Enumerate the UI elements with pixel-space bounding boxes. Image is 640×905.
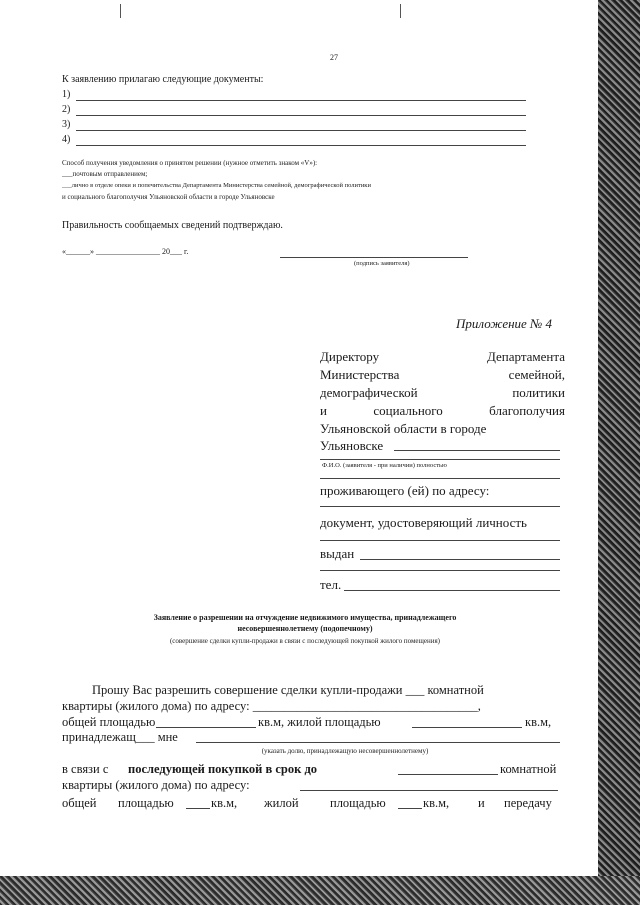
addressee-line-2	[320, 368, 565, 381]
new-address-field	[300, 790, 558, 791]
body-p1-line4: принадлежащ___ мне	[62, 730, 178, 744]
addressee-line-1	[320, 350, 565, 363]
attachment-line-1	[76, 100, 526, 101]
addressee-line-3	[320, 386, 565, 399]
punch-mark-right	[400, 4, 401, 18]
addressee-social: социального	[373, 403, 443, 418]
appendix-title: Приложение № 4	[456, 316, 553, 331]
addressee-and: и	[320, 403, 327, 418]
attachment-item-1: 1)	[62, 89, 71, 100]
attachment-item-4: 4)	[62, 134, 71, 145]
attachment-line-2	[76, 115, 526, 116]
residing-label: проживающего (ей) по адресу:	[320, 483, 490, 498]
addressee-region: Ульяновской области в городе	[320, 421, 487, 436]
attachment-line-4	[76, 145, 526, 146]
new-total-area-field	[186, 808, 210, 809]
total-area-field	[156, 727, 256, 728]
share-caption: (указать долю, принадлежащую несовершеннолетнему)	[261, 747, 429, 755]
attachment-line-3	[76, 130, 526, 131]
body-p2-line1-c: комнатной	[500, 762, 557, 776]
new-living-area-field	[398, 808, 422, 809]
statement-subtitle: (совершение сделки купли-продажи в связи с последующей покупкой жилого помещения)	[169, 637, 441, 645]
method-option-mail: ___почтовым отправлением;	[62, 170, 148, 178]
deadline-field	[398, 774, 498, 775]
address-line-1	[320, 506, 560, 507]
method-title: Способ получения уведомления о принятом решении (нужное отметить знаком «V»):	[62, 159, 318, 167]
phone-line	[344, 590, 560, 591]
issued-line	[360, 559, 560, 560]
signature-line	[280, 257, 468, 258]
share-field	[196, 742, 560, 743]
addressee-department: Департамента	[486, 349, 565, 364]
scan-shadow-bottom	[0, 876, 640, 905]
body-p2-line3-h: передачу	[504, 796, 552, 810]
body-p2-line3-a: общей	[62, 796, 97, 810]
body-p2-line1-a: в связи с	[62, 762, 109, 776]
phone-label: тел.	[320, 577, 342, 592]
body-p2-line2: квартиры (жилого дома) по адресу:	[62, 778, 250, 792]
body-p1-line1: Прошу Вас разрешить совершение сделки купли-продажи ___ комнатной	[92, 683, 484, 697]
fio-line-2	[320, 478, 560, 479]
attachment-item-2: 2)	[62, 104, 71, 115]
page-number: 27	[330, 53, 338, 62]
statement-title: Заявление о разрешении на отчуждение недвижимого имущества, принадлежащего	[153, 613, 457, 622]
method-option-personal: ___лично в отделе опеки и попечительства Департамента Министерства семейной, демографической политики	[62, 182, 371, 189]
addressee-line-4	[320, 404, 565, 417]
fio-line	[320, 459, 560, 460]
body-p1-line3-b: кв.м, жилой площадью	[258, 715, 381, 729]
confirm-text: Правильность сообщаемых сведений подтверждаю.	[62, 220, 283, 231]
addressee-welfare: благополучия	[489, 403, 565, 418]
body-p1-line3-c: кв.м,	[525, 715, 552, 729]
id-document-line	[320, 540, 560, 541]
body-p1-line3-a: общей площадью	[62, 715, 156, 729]
issued-label: выдан	[320, 546, 355, 561]
scan-shadow-right	[598, 0, 640, 905]
body-p2-line1-bold: последующей покупкой в срок до	[128, 762, 318, 776]
attachment-item-3: 3)	[62, 119, 71, 130]
date-line: «______» ________________ 20___ г.	[62, 247, 189, 256]
living-area-field	[412, 727, 522, 728]
attachments-intro: К заявлению прилагаю следующие документы:	[62, 74, 264, 85]
fio-caption: Ф.И.О. (заявителя - при наличии) полностью	[322, 462, 447, 469]
statement-title-cont: несовершеннолетнему (подопечному)	[237, 624, 373, 633]
punch-mark-left	[120, 4, 121, 18]
body-p2-line3-f: кв.м,	[423, 796, 450, 810]
body-p2-line3-b: площадью	[118, 796, 174, 810]
addressee-demographic: демографической	[320, 385, 418, 400]
issued-line-2	[320, 570, 560, 571]
addressee-city-line	[394, 450, 560, 451]
addressee-ministry: Министерства	[320, 367, 400, 382]
addressee-family: семейной,	[508, 367, 565, 382]
addressee-city: Ульяновске	[320, 438, 384, 453]
addressee-director: Директору	[320, 349, 380, 364]
body-p2-line3-e: площадью	[330, 796, 386, 810]
signature-caption: (подпись заявителя)	[354, 260, 410, 267]
body-p2-line3-d: жилой	[264, 796, 299, 810]
method-option-personal-cont: и социального благополучия Ульяновской области в городе Ульяновске	[62, 193, 275, 201]
id-document-label: документ, удостоверяющий личность	[320, 515, 527, 530]
addressee-policy: политики	[512, 385, 565, 400]
body-p2-line3-c: кв.м,	[211, 796, 238, 810]
body-p2-line3-g: и	[478, 796, 485, 810]
body-p1-line2: квартиры (жилого дома) по адресу: ____________________________________,	[62, 699, 481, 713]
